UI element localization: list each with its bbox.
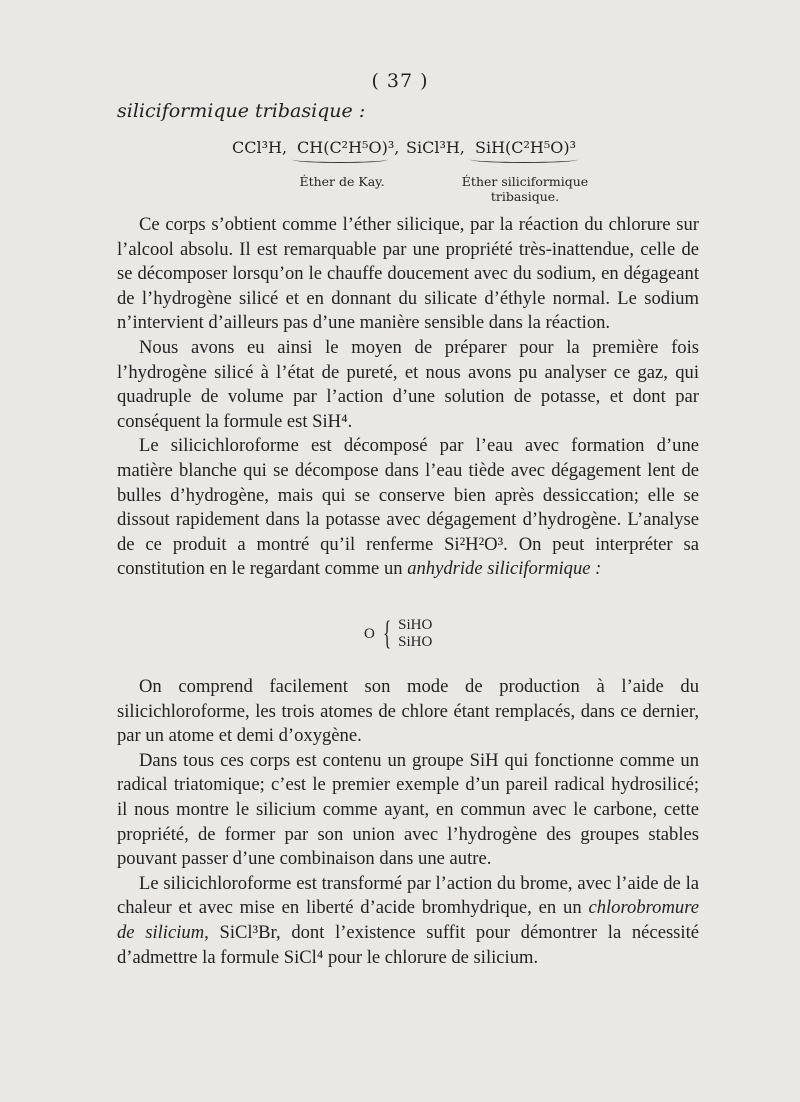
section-heading: siliciformique tribasique : bbox=[117, 100, 366, 122]
curly-brace-icon: { bbox=[382, 615, 392, 652]
label-kay-ether: Éther de Kay. bbox=[299, 174, 385, 189]
paragraph-4: On comprend facilement son mode de production à l’aide du silicichloroforme, les trois atomes de chlore étant remplacés, dans ce dernier, par un atome et demi d’oxygène. bbox=[117, 676, 699, 747]
formula-stack bbox=[398, 617, 432, 651]
paragraph-6-italic: chlorobromure de silicium, bbox=[117, 897, 699, 943]
text-block-2 bbox=[117, 675, 699, 970]
page-number: ( 37 ) bbox=[371, 70, 429, 92]
underbrace-kay bbox=[292, 156, 388, 163]
formula-silicichloroform: SiCl³H, bbox=[406, 138, 465, 157]
formula-line-1: SiHO bbox=[398, 617, 433, 633]
formula-siliciformic-ether: SiH(C²H⁵O)³ bbox=[475, 138, 577, 157]
label-siliciformic-line2: tribasique. bbox=[490, 189, 560, 204]
paragraph-5: Dans tous ces corps est contenu un groupe SiH qui fonctionne comme un radical triatomique; c’est le premier exemple d’un pareil radical hydrosilicé; il nous montre le silicium comme ayant, en commun avec le carbone, cette propriété, de former par son union avec l’hydrogène des groupes stables pouvant passer d’une combinaison dans une autre. bbox=[117, 749, 699, 870]
text-block-1 bbox=[117, 213, 699, 582]
paragraph-3 bbox=[117, 434, 699, 582]
formula-line-2: SiHO bbox=[398, 634, 433, 650]
formula-chloroform: CCl³H, bbox=[232, 138, 288, 157]
underbrace-siliciformic bbox=[470, 156, 578, 163]
formula-oxygen: O bbox=[364, 625, 375, 642]
paragraph-6-text-b: SiCl³Br, dont l’existence suffit pour démontrer la nécessité d’admettre la formule SiCl⁴ pour le chlorure de silicium. bbox=[117, 921, 699, 968]
paragraph-3-text: Le silicichloroforme est décomposé par l’eau avec formation d’une matière blanche qui se décompose dans l’eau tiède avec dégagement lent de bulles d’hydrogène, mais qui se conserve bien après dessiccation; elle se dissout rapidement dans la potasse avec dégagement d’hydrogène. L’analyse de ce produit a montré qu’il renferme Si²H²O³. On peut interpréter sa constitution en le regardant comme un bbox=[117, 435, 699, 580]
label-siliciformic-line1: Éther siliciformique bbox=[461, 174, 589, 189]
anhydride-formula bbox=[364, 617, 432, 651]
paragraph-6 bbox=[117, 872, 699, 970]
paragraph-3-italic: anhydride siliciformique : bbox=[407, 558, 602, 580]
formula-kay-ether: CH(C²H⁵O)³, bbox=[297, 138, 400, 157]
paragraph-6-text-a: Le silicichloroforme est transformé par l’action du brome, avec l’aide de la chaleur et avec mise en liberté d’acide bromhydrique, en un bbox=[117, 872, 699, 919]
label-siliciformic-ether bbox=[450, 174, 600, 204]
paragraph-2: Nous avons eu ainsi le moyen de préparer pour la première fois l’hydrogène silicé à l’état de pureté, et nous avons pu analyser ce gaz, qui quadruple de volume par l’action d’une solution de potasse, et dont par conséquent la formule est SiH⁴. bbox=[117, 336, 699, 432]
paragraph-1: Ce corps s’obtient comme l’éther silicique, par la réaction du chlorure sur l’alcool absolu. Il est remarquable par une propriété très-inattendue, celle de se décomposer lorsqu’on le chauffe doucement avec du sodium, en dégageant de l’hydrogène silicé et en donnant du silicate d’éthyle normal. Le sodium n’intervient d’ailleurs pas d’une manière sensible dans la réaction. bbox=[117, 214, 699, 334]
